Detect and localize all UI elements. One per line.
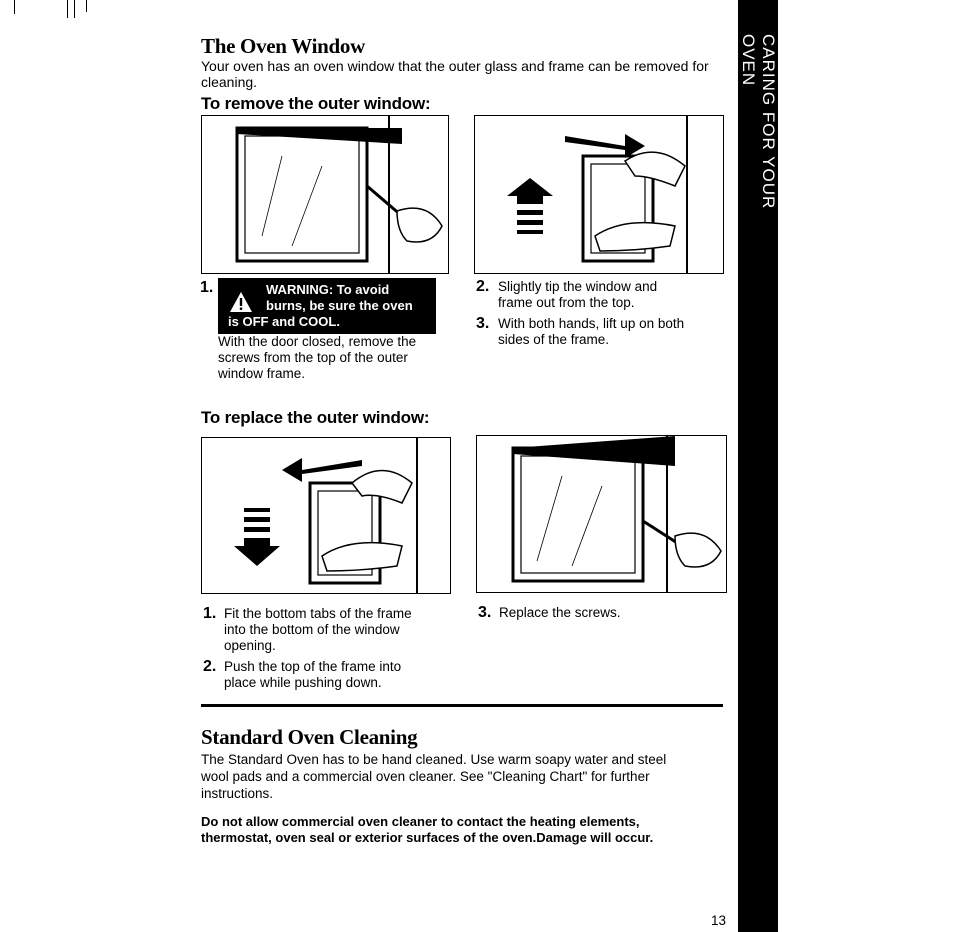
remove-step-3-number: 3. <box>476 315 490 332</box>
replace-step-1-number: 1. <box>203 605 217 622</box>
remove-step-3-line-1: With both hands, lift up on both <box>498 316 685 331</box>
warning-title: WARNING: To avoid <box>266 282 390 297</box>
replace-screws-illustration <box>477 436 726 592</box>
section-title-oven-window: The Oven Window <box>201 34 365 58</box>
warning-triangle-icon <box>230 292 252 312</box>
standard-warning-line-1: Do not allow commercial oven cleaner to contact the heating elements, <box>201 814 640 829</box>
margin-mark <box>74 0 75 18</box>
replace-step-2-line-2: place while pushing down. <box>224 675 382 690</box>
replace-step-3-number: 3. <box>478 604 492 621</box>
figure-fit-window <box>201 437 451 594</box>
remove-step-2-line-1: Slightly tip the window and <box>498 279 658 294</box>
replace-step-1-line-1: Fit the bottom tabs of the frame <box>224 606 412 621</box>
section-divider <box>201 704 723 707</box>
standard-para-line-2: wool pads and a commercial oven cleaner. See "Cleaning Chart" for further <box>201 769 650 784</box>
section-title-standard-cleaning: Standard Oven Cleaning <box>201 725 418 749</box>
warning-box <box>218 278 436 334</box>
standard-para-line-1: The Standard Oven has to be hand cleaned. Use warm soapy water and steel <box>201 752 667 767</box>
margin-mark <box>14 0 15 14</box>
remove-heading: To remove the outer window: <box>201 94 431 113</box>
figure-replace-screws <box>476 435 727 593</box>
warning-text-line-2: is OFF and COOL. <box>228 314 340 329</box>
oven-window-intro: Your oven has an oven window that the outer glass and frame can be removed for cleaning. <box>201 58 709 90</box>
replace-heading: To replace the outer window: <box>201 408 430 427</box>
replace-step-1-line-2: into the bottom of the window <box>224 622 400 637</box>
fit-window-illustration <box>202 438 450 593</box>
standard-warning-line-2: thermostat, oven seal or exterior surfaces of the oven.Damage will occur. <box>201 830 654 845</box>
remove-step-3-line-2: sides of the frame. <box>498 332 610 347</box>
remove-step-1-line-1: With the door closed, remove the <box>218 334 417 349</box>
section-tab-label: CARING FOR YOUR OVEN <box>739 34 778 210</box>
margin-mark <box>67 0 68 18</box>
replace-step-2-number: 2. <box>203 658 217 675</box>
figure-remove-screws <box>201 115 449 274</box>
remove-step-1-line-3: window frame. <box>218 366 306 381</box>
section-tab <box>738 0 778 932</box>
remove-step-2-number: 2. <box>476 278 490 295</box>
standard-para-line-3: instructions. <box>201 786 274 801</box>
warning-text-line-1: burns, be sure the oven <box>266 298 413 313</box>
figure-lift-window <box>474 115 724 274</box>
remove-step-2-line-2: frame out from the top. <box>498 295 635 310</box>
remove-step-1-line-2: screws from the top of the outer <box>218 350 408 365</box>
replace-step-2-line-1: Push the top of the frame into <box>224 659 402 674</box>
replace-step-1-line-3: opening. <box>224 638 276 653</box>
remove-step-1-number: 1. <box>200 279 214 296</box>
window-screwdriver-illustration <box>202 116 448 273</box>
page-number: 13 <box>711 913 727 928</box>
margin-mark <box>86 0 87 12</box>
replace-step-3-line-1: Replace the screws. <box>499 605 621 620</box>
lift-window-illustration <box>475 116 723 273</box>
